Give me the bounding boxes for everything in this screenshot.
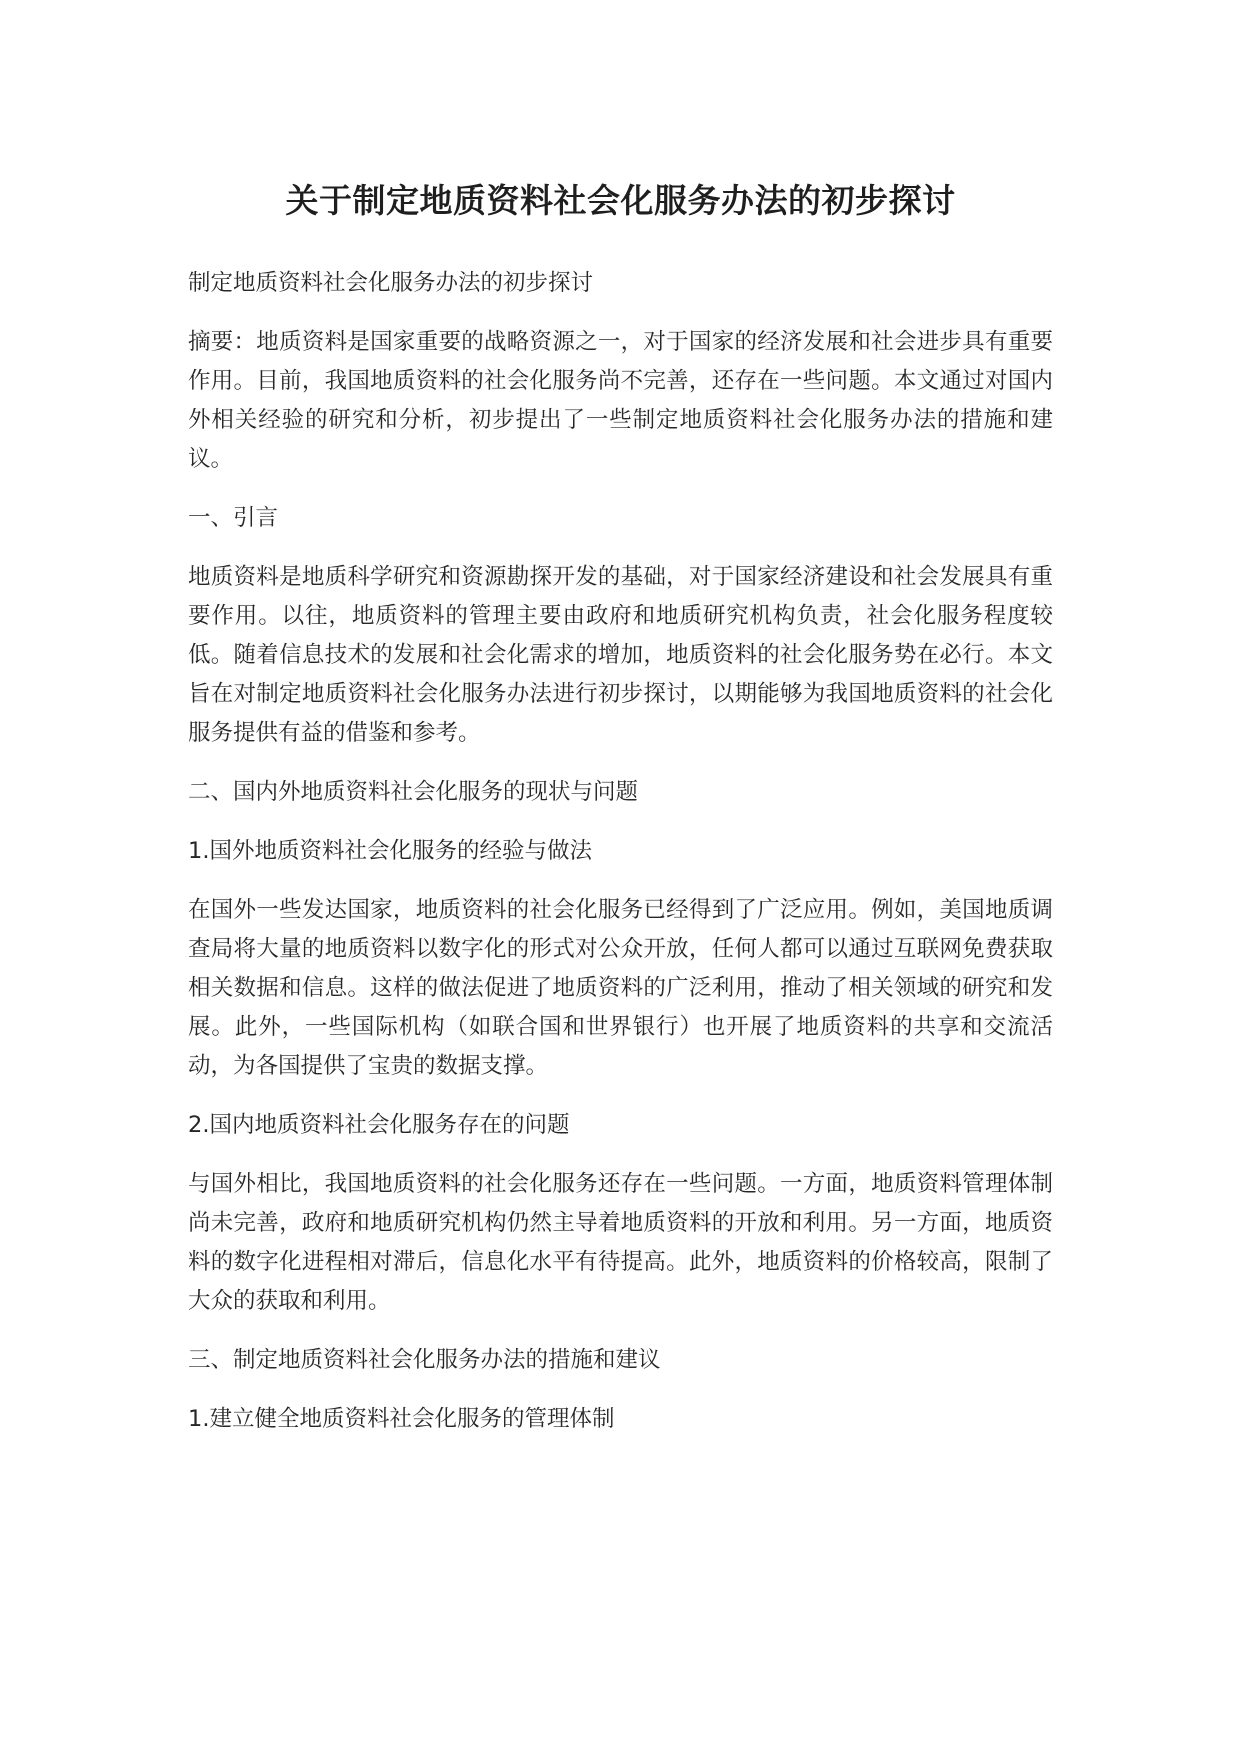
section-heading-measures: 三、制定地质资料社会化服务办法的措施和建议 bbox=[188, 1347, 661, 1373]
subsection-heading-management-system: 1.建立健全地质资料社会化服务的管理体制 bbox=[188, 1406, 615, 1432]
introduction-paragraph: 地质资料是地质科学研究和资源勘探开发的基础，对于国家经济建设和社会发展具有重要作用。以往，地质资料的管理主要由政府和地质研究机构负责，社会化服务程度较低。随着信息技术的发展和社会化需求的增加，地质资料的社会化服务势在必行。本文旨在对制定地质资料社会化服务办法进行初步探讨，以期能够为我国地质资料的社会化服务提供有益的借鉴和参考。 bbox=[188, 564, 1053, 746]
subsection-heading-domestic-problems: 2.国内地质资料社会化服务存在的问题 bbox=[188, 1112, 570, 1138]
section-heading-introduction: 一、引言 bbox=[188, 505, 279, 531]
document-body bbox=[188, 264, 1053, 1439]
subsection-heading-foreign-experience: 1.国外地质资料社会化服务的经验与做法 bbox=[188, 838, 592, 864]
abstract-paragraph: 摘要：地质资料是国家重要的战略资源之一，对于国家的经济发展和社会进步具有重要作用。目前，我国地质资料的社会化服务尚不完善，还存在一些问题。本文通过对国内外相关经验的研究和分析，初步提出了一些制定地质资料社会化服务办法的措施和建议。 bbox=[188, 329, 1053, 472]
subtitle-paragraph: 制定地质资料社会化服务办法的初步探讨 bbox=[188, 270, 594, 296]
section-heading-status-problems: 二、国内外地质资料社会化服务的现状与问题 bbox=[188, 779, 639, 805]
document-title: 关于制定地质资料社会化服务办法的初步探讨 bbox=[285, 181, 956, 220]
domestic-problems-paragraph: 与国外相比，我国地质资料的社会化服务还存在一些问题。一方面，地质资料管理体制尚未完善，政府和地质研究机构仍然主导着地质资料的开放和利用。另一方面，地质资料的数字化进程相对滞后，信息化水平有待提高。此外，地质资料的价格较高，限制了大众的获取和利用。 bbox=[188, 1171, 1053, 1314]
foreign-experience-paragraph: 在国外一些发达国家，地质资料的社会化服务已经得到了广泛应用。例如，美国地质调查局将大量的地质资料以数字化的形式对公众开放，任何人都可以通过互联网免费获取相关数据和信息。这样的做法促进了地质资料的广泛利用，推动了相关领域的研究和发展。此外，一些国际机构（如联合国和世界银行）也开展了地质资料的共享和交流活动，为各国提供了宝贵的数据支撑。 bbox=[188, 897, 1053, 1079]
